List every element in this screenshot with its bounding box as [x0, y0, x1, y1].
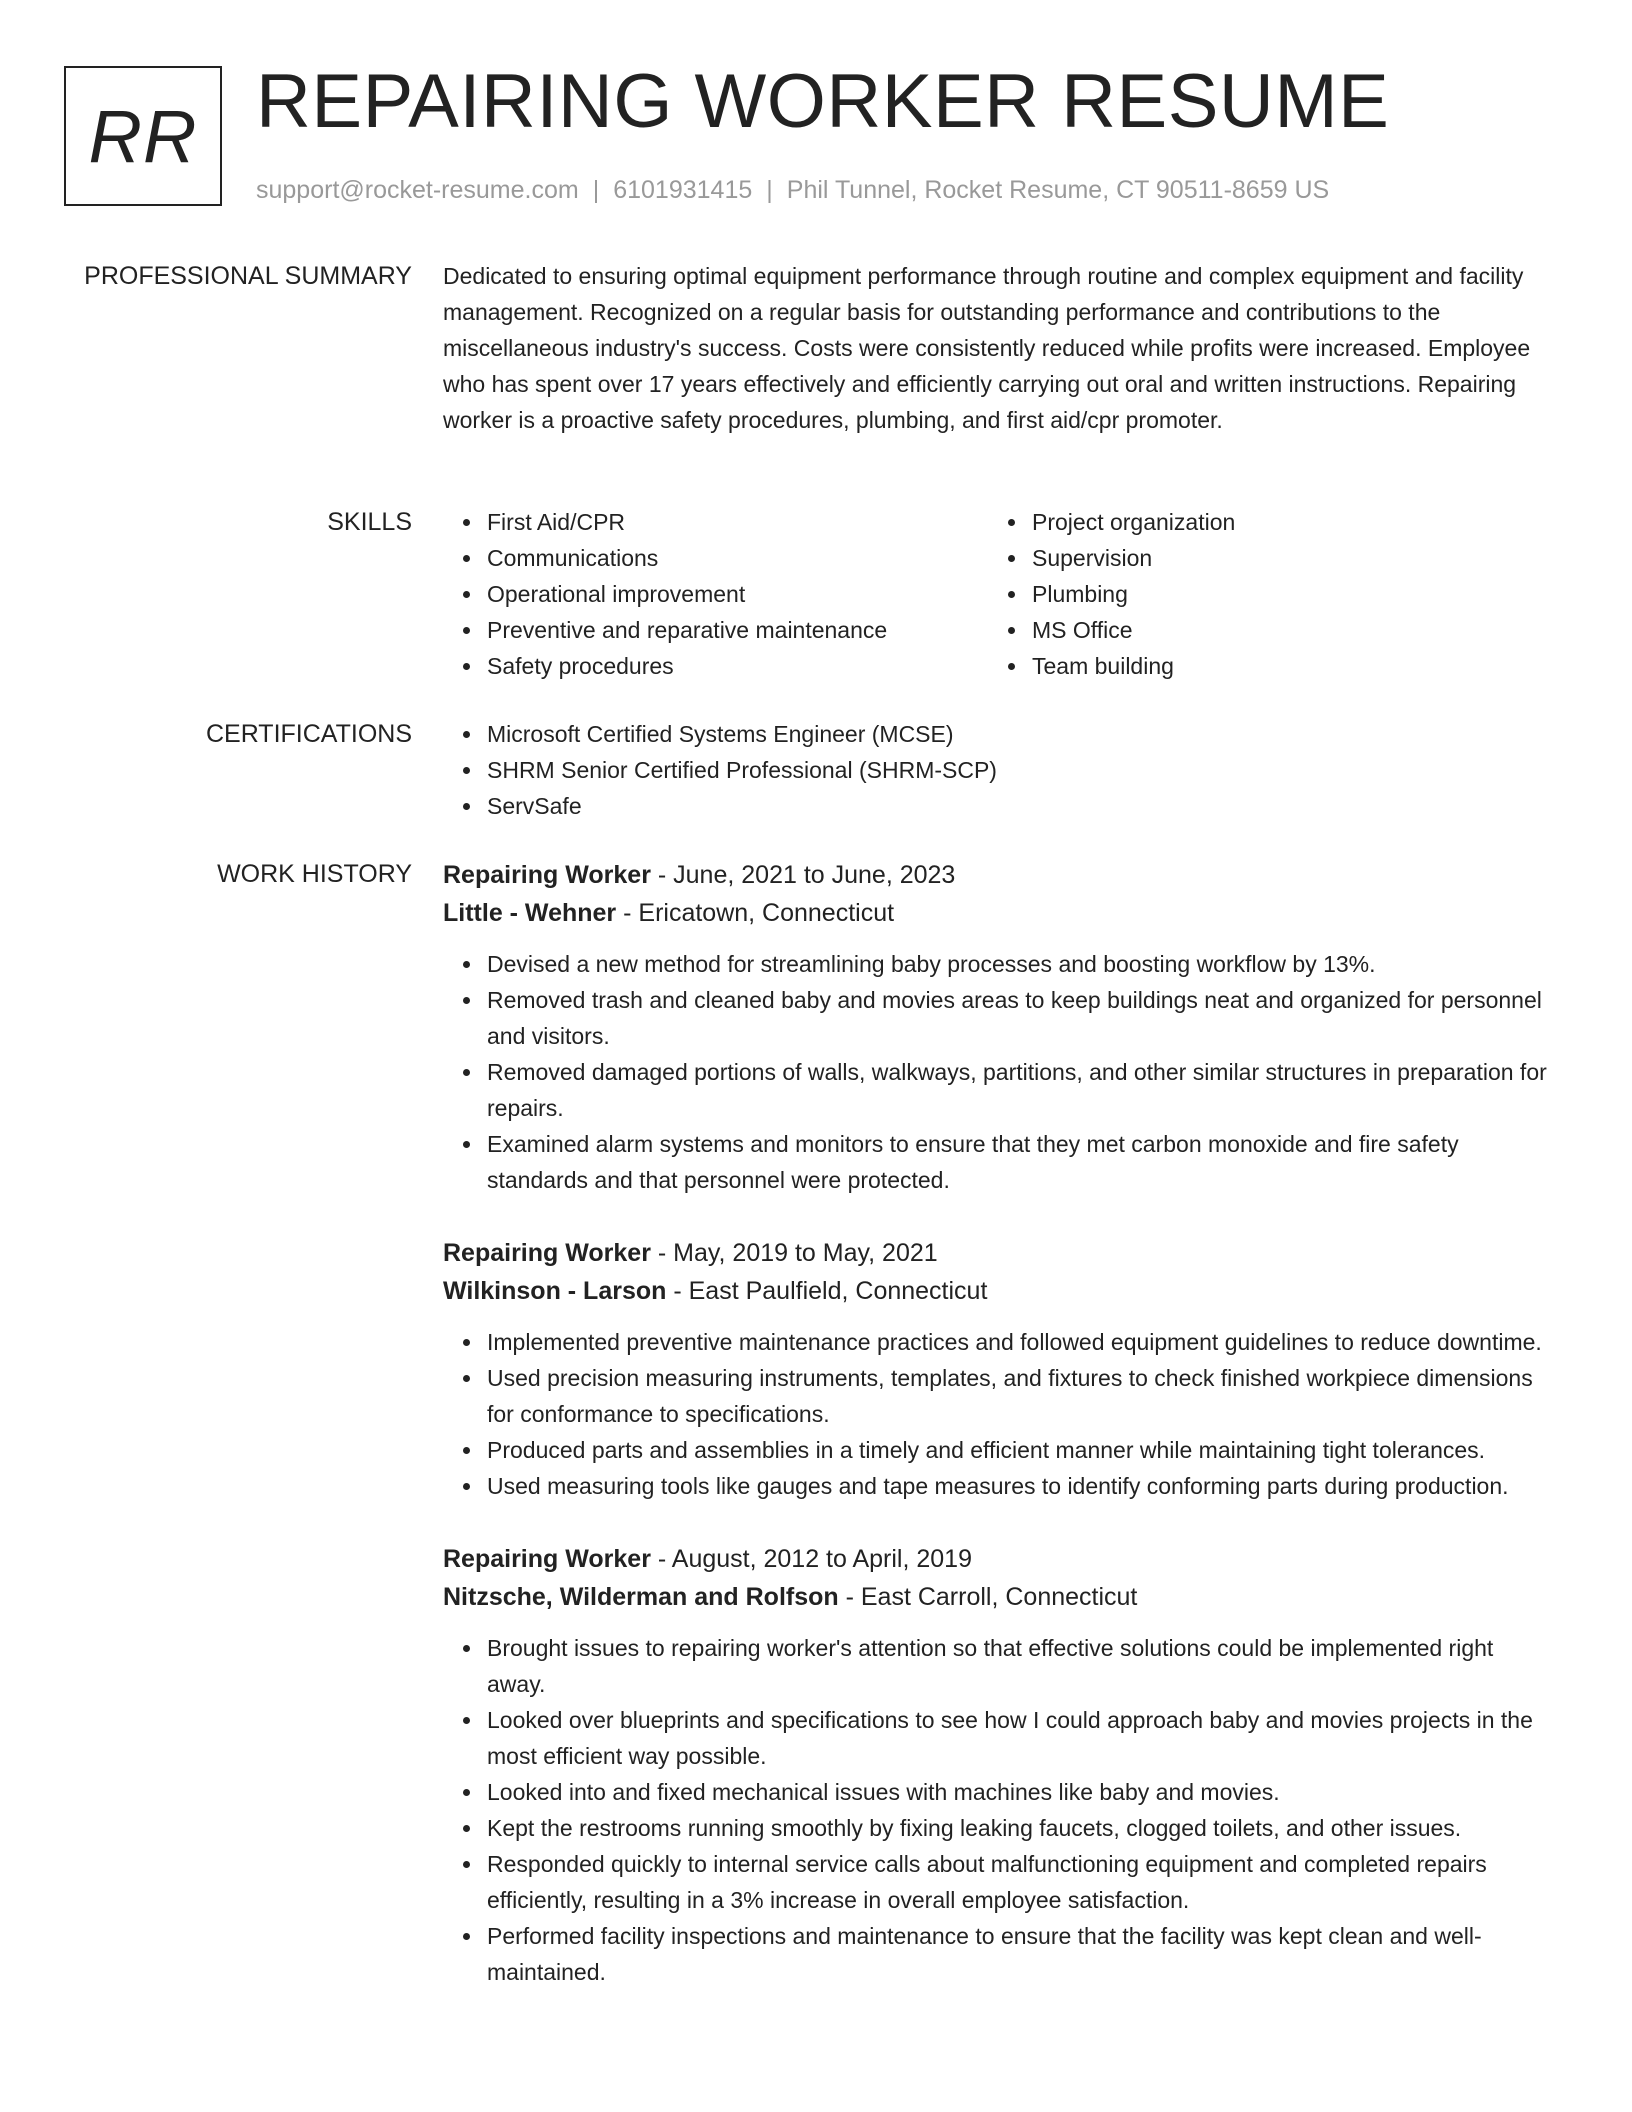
skill-item: Preventive and reparative maintenance [487, 612, 988, 648]
skills-heading: SKILLS [327, 508, 412, 536]
job-bullet: Looked over blueprints and specifications to see how I could approach baby and movies projects in the most efficient way possible. [487, 1702, 1553, 1774]
job-bullet: Removed trash and cleaned baby and movies areas to keep buildings neat and organized for personnel and visitors. [487, 982, 1553, 1054]
job-bullet: Devised a new method for streamlining baby processes and boosting workflow by 13%. [487, 946, 1553, 982]
summary-body [443, 258, 1553, 438]
job-title: Repairing Worker [443, 1239, 651, 1267]
job-location: - Ericatown, Connecticut [616, 899, 895, 927]
job-bullet: Used precision measuring instruments, templates, and fixtures to check finished workpiece dimensions for conformance to specifications. [487, 1360, 1553, 1432]
job-bullet: Removed damaged portions of walls, walkways, partitions, and other similar structures in preparation for repairs. [487, 1054, 1553, 1126]
skill-item: Team building [1032, 648, 1533, 684]
job-company-line [443, 1272, 1553, 1310]
contact-separator: | [766, 176, 773, 204]
skills-column-right [988, 504, 1533, 684]
job-company: Wilkinson - Larson [443, 1277, 667, 1305]
job-title: Repairing Worker [443, 1545, 651, 1573]
job-bullet: Used measuring tools like gauges and tape measures to identify conforming parts during production. [487, 1468, 1553, 1504]
skill-item: Supervision [1032, 540, 1533, 576]
job-company: Little - Wehner [443, 899, 617, 927]
skill-item: Project organization [1032, 504, 1533, 540]
skill-item: Safety procedures [487, 648, 988, 684]
job-dates: - June, 2021 to June, 2023 [650, 861, 956, 889]
job-bullet: Produced parts and assemblies in a timely and efficient manner while maintaining tight tolerances. [487, 1432, 1553, 1468]
contact-separator: | [592, 176, 600, 204]
job-company-line [443, 1578, 1553, 1616]
certification-item: ServSafe [487, 788, 1553, 824]
summary-text: Dedicated to ensuring optimal equipment performance through routine and complex equipment and facility management. Recognized on a regular basis for outstanding performance and contributions to the miscellaneous industry's success. Costs were consistently reduced while profits were increased. Employee who has spent over 17 years effectively and efficiently carrying out oral and written instructions. Repairing worker is a proactive safety procedures, plumbing, and first aid/cpr promoter. [443, 263, 1531, 433]
skill-item: Operational improvement [487, 576, 988, 612]
skill-item: Plumbing [1032, 576, 1533, 612]
work-history-heading: WORK HISTORY [217, 860, 412, 888]
skills-column-left [443, 504, 988, 684]
contact-address: Phil Tunnel, Rocket Resume, CT 90511-8659 US [786, 176, 1330, 204]
job-bullet: Responded quickly to internal service calls about malfunctioning equipment and completed repairs efficiently, resulting in a 3% increase in overall employee satisfaction. [487, 1846, 1553, 1918]
skill-item: MS Office [1032, 612, 1533, 648]
job-bullet: Looked into and fixed mechanical issues with machines like baby and movies. [487, 1774, 1553, 1810]
job-entry [443, 1234, 1553, 1504]
job-bullet: Implemented preventive maintenance practices and followed equipment guidelines to reduce downtime. [487, 1324, 1553, 1360]
skill-item: Communications [487, 540, 988, 576]
certification-item: SHRM Senior Certified Professional (SHRM-SCP) [487, 752, 1553, 788]
job-location: - East Paulfield, Connecticut [666, 1277, 988, 1305]
job-bullet: Examined alarm systems and monitors to ensure that they met carbon monoxide and fire safety standards and that personnel were protected. [487, 1126, 1553, 1198]
job-entry [443, 1540, 1553, 1990]
contact-line [256, 172, 1329, 208]
job-dates: - August, 2012 to April, 2019 [650, 1545, 972, 1573]
monogram-logo: RR [64, 66, 222, 206]
certification-item: Microsoft Certified Systems Engineer (MCSE) [487, 716, 1553, 752]
job-dates: - May, 2019 to May, 2021 [650, 1239, 938, 1267]
job-title-line [443, 1234, 1553, 1272]
job-location: - East Carroll, Connecticut [838, 1583, 1138, 1611]
work-history-body [443, 856, 1553, 2026]
job-title-line [443, 1540, 1553, 1578]
job-entry [443, 856, 1553, 1198]
job-bullet: Kept the restrooms running smoothly by fixing leaking faucets, clogged toilets, and other issues. [487, 1810, 1553, 1846]
job-company-line [443, 894, 1553, 932]
skills-body [443, 504, 1553, 684]
skill-item: First Aid/CPR [487, 504, 988, 540]
certifications-heading: CERTIFICATIONS [205, 720, 412, 748]
certifications-body [443, 716, 1553, 824]
job-title: Repairing Worker [443, 861, 651, 889]
job-title-line [443, 856, 1553, 894]
page-title: REPAIRING WORKER RESUME [256, 59, 1390, 144]
job-bullet: Performed facility inspections and maintenance to ensure that the facility was kept clean and well-maintained. [487, 1918, 1553, 1990]
contact-phone[interactable]: 6101931415 [613, 176, 753, 204]
contact-email[interactable]: support@rocket-resume.com [256, 176, 579, 204]
job-bullet: Brought issues to repairing worker's attention so that effective solutions could be implemented right away. [487, 1630, 1553, 1702]
job-company: Nitzsche, Wilderman and Rolfson [443, 1583, 839, 1611]
summary-heading: PROFESSIONAL SUMMARY [84, 262, 412, 290]
